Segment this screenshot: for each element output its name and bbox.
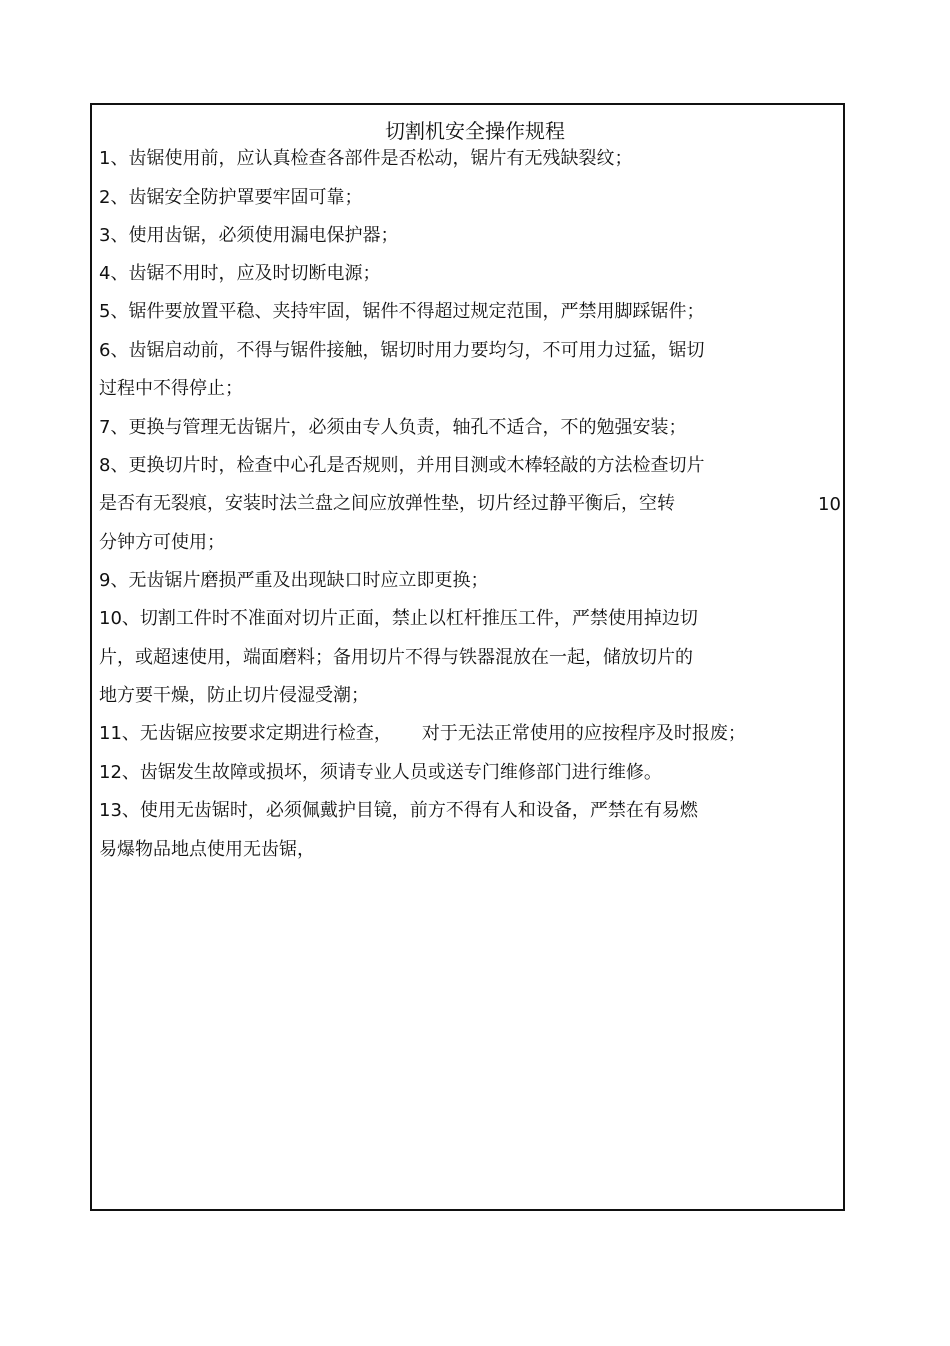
rule-8-line-2: 是否有无裂痕，安装时法兰盘之间应放弹性垫，切片经过静平衡后，空转 <box>99 493 675 514</box>
rule-11-line-1 <box>99 722 746 746</box>
rule-4-line-1: 4、齿锯不用时，应及时切断电源； <box>99 263 381 284</box>
rule-10-line-2: 片，或超速使用，端面磨料；备用切片不得与铁器混放在一起，储放切片的 <box>99 647 693 668</box>
rule-13-line-1: 13、使用无齿锯时，必须佩戴护目镜，前方不得有人和设备，严禁在有易燃 <box>99 800 698 821</box>
rule-2-line-1: 2、齿锯安全防护罩要牢固可靠； <box>99 187 363 208</box>
rule-5-line-1: 5、锯件要放置平稳、夹持牢固，锯件不得超过规定范围，严禁用脚踩锯件； <box>99 301 705 322</box>
rule-6-line-1: 6、齿锯启动前，不得与锯件接触，锯切时用力要均匀，不可用力过猛，锯切 <box>99 340 705 361</box>
rule-8-line-3: 分钟方可使用； <box>99 532 225 553</box>
margin-number: 10 <box>818 494 841 515</box>
rule-8-line-1: 8、更换切片时，检查中心孔是否规则，并用目测或木棒轻敲的方法检查切片 <box>99 455 705 476</box>
rule-13-line-2: 易爆物品地点使用无齿锯， <box>99 839 315 860</box>
rule-7-line-1: 7、更换与管理无齿锯片，必须由专人负责，轴孔不适合，不的勉强安装； <box>99 417 687 438</box>
rule-10-line-1: 10、切割工件时不准面对切片正面，禁止以杠杆推压工件，严禁使用掉边切 <box>99 608 698 629</box>
rule-6-line-2: 过程中不得停止； <box>99 378 243 399</box>
rule-11-part-2: 对于无法正常使用的应按程序及时报废； <box>421 723 746 744</box>
rule-9-line-1: 9、无齿锯片磨损严重及出现缺口时应立即更换； <box>99 570 489 591</box>
rule-3-line-1: 3、使用齿锯，必须使用漏电保护器； <box>99 225 399 246</box>
rule-1-line-1: 1、齿锯使用前，应认真检查各部件是否松动，锯片有无残缺裂纹； <box>99 148 633 169</box>
document-title: 切割机安全操作规程 <box>385 119 565 143</box>
rule-12-line-1: 12、齿锯发生故障或损坏，须请专业人员或送专门维修部门进行维修。 <box>99 762 662 783</box>
rule-11-part-1: 11、无齿锯应按要求定期进行检查， <box>99 723 392 744</box>
rule-10-line-3: 地方要干燥，防止切片侵湿受潮； <box>99 685 369 706</box>
